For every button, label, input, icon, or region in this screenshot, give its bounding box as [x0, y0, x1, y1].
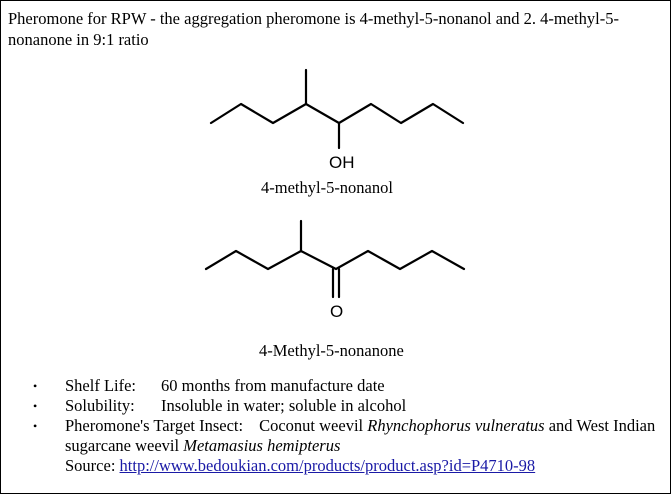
target-insect-label: Pheromone's Target Insect: — [65, 416, 244, 435]
intro-text: Pheromone for RPW - the aggregation pheromone is 4-methyl-5-nonanol and 2. 4-methyl-5-nonanone in 9:1 ratio — [8, 9, 619, 49]
nonanol-skeleton — [211, 104, 463, 123]
nonanone-caption: 4-Methyl-5-nonanone — [259, 341, 404, 360]
bullet-dot: • — [33, 379, 38, 393]
nonanone-skeleton — [206, 251, 464, 269]
shelf-life-item — [33, 376, 663, 396]
source-label: Source: — [65, 456, 120, 475]
target-insect-item — [33, 416, 663, 476]
shelf-life-value: 60 months from manufacture date — [161, 376, 385, 395]
detail-list — [33, 376, 663, 476]
bullet-dot: • — [33, 399, 38, 413]
target-mid: and West Indian sugarcane weevil — [65, 416, 656, 455]
nonanone-structure — [196, 219, 476, 324]
solubility-label: Solubility: — [65, 396, 135, 415]
source-link[interactable]: http://www.bedoukian.com/products/product.asp?id=P4710-98 — [119, 456, 536, 475]
species-rhynchophorus: Rhynchophorus vulneratus — [367, 416, 545, 435]
shelf-life-label: Shelf Life: — [65, 376, 137, 395]
target-prefix: Coconut weevil — [259, 416, 368, 435]
nonanol-structure — [201, 56, 471, 176]
hydroxyl-label: OH — [329, 153, 355, 172]
carbonyl-label: O — [330, 302, 344, 321]
solubility-item — [33, 396, 663, 416]
solubility-value: Insoluble in water; soluble in alcohol — [161, 396, 407, 415]
nonanol-caption: 4-methyl-5-nonanol — [261, 178, 393, 197]
species-metamasius: Metamasius hemipterus — [183, 436, 341, 455]
bullet-dot: • — [33, 419, 38, 433]
